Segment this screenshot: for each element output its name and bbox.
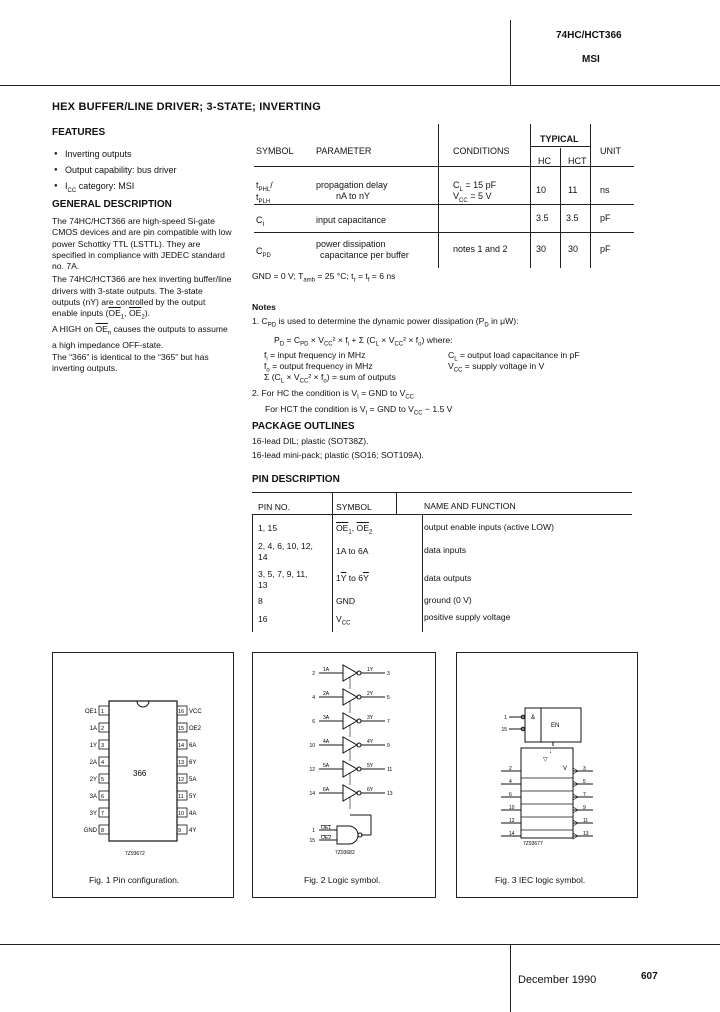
pin-label: 1A [89, 726, 97, 732]
output-pin-number: 13 [387, 791, 393, 797]
def-fo: $f_o$ = output frequency in MHz [264, 361, 373, 375]
r1-cond-a: $C_L = 15$ pF [453, 180, 497, 193]
pin-label: OE1 [84, 709, 97, 715]
r2-unit: pF [600, 213, 611, 223]
enable-pin-number: 15 [501, 727, 507, 733]
r1-hct: 11 [568, 185, 578, 195]
oe-label: OE2 [321, 835, 332, 841]
part-number: 74HC/HCT366 [556, 30, 622, 41]
r1-param-b: nA to nY [336, 191, 371, 201]
r3-param-a: power dissipation [316, 239, 386, 249]
input-label: 1A [323, 667, 330, 673]
figure-2-box [252, 652, 436, 898]
oe-pin-number: 1 [312, 828, 315, 834]
f3-io-group [501, 715, 593, 839]
fig3-code: 7Z93677 [523, 841, 543, 847]
nor-gate-icon [337, 826, 358, 844]
pin-number: 2 [101, 726, 105, 732]
pin-th-no: PIN NO. [258, 502, 290, 512]
data-input-pin: 12 [509, 818, 515, 824]
input-label: 4A [323, 739, 330, 745]
pin-number: 5 [101, 777, 105, 783]
feature-item: ● $I_{CC}$ category: MSI [54, 178, 177, 199]
device-class: MSI [582, 54, 600, 65]
def-vcc: $V_{CC}$ = supply voltage in V [448, 361, 545, 375]
pin-number: 8 [101, 828, 105, 834]
r2-param: input capacitance [316, 215, 387, 225]
pin-number: 4 [101, 760, 105, 766]
r1-cond-b: $V_{CC} = 5$ V [453, 191, 492, 204]
figure-1-caption: Fig. 1 Pin configuration. [89, 875, 180, 885]
general-heading: GENERAL DESCRIPTION [52, 199, 172, 210]
output-pin-number: 5 [387, 695, 390, 701]
pin-label: GND [83, 828, 97, 834]
general-description [52, 216, 232, 374]
header-divider [510, 20, 511, 85]
figure-1-box [52, 652, 234, 898]
pin-configuration-diagram [53, 693, 233, 893]
package-line-1: 16-lead DIL; plastic (SOT38Z). [252, 436, 369, 446]
pin-r4-sym: GND [336, 596, 356, 606]
oe-pin-number: 15 [309, 838, 315, 844]
pin-label: 5Y [189, 794, 197, 800]
page-number: 607 [641, 971, 658, 982]
notes [252, 302, 672, 420]
data-input-pin: 14 [509, 831, 515, 837]
package-outlines [252, 420, 424, 462]
features-heading: FEATURES [52, 127, 106, 138]
r3-unit: pF [600, 244, 611, 254]
features-list [54, 146, 177, 199]
output-pin-number: 9 [387, 743, 390, 749]
footer-divider [510, 944, 511, 1012]
data-output-pin: 7 [583, 792, 586, 798]
r1-hc: 10 [536, 185, 547, 195]
enable-arrow-icon: ↓ [549, 749, 552, 755]
pin-r5-no: 16 [258, 614, 268, 624]
general-p4: The “366” is identical to the “365” but has inverting outputs. [52, 351, 209, 373]
en-label: EN [551, 723, 560, 729]
data-input-pin: 2 [509, 766, 512, 772]
typical-table [254, 124, 634, 268]
footer-rule [0, 944, 720, 945]
pin-r3-name: data outputs [424, 573, 472, 583]
pin-number: 9 [178, 828, 182, 834]
pin-th-name: NAME AND FUNCTION [424, 501, 516, 511]
def-fi: $f_i$ = input frequency in MHz [264, 350, 366, 364]
oe-label: OE1 [321, 825, 332, 831]
data-output-pin: 9 [583, 805, 586, 811]
r1-symbol-a: $t_{PHL}/$ [256, 180, 273, 193]
fig2-code: 7Z93682 [335, 850, 355, 856]
header-rule [0, 85, 720, 86]
data-output-pin: 11 [583, 818, 589, 824]
input-pin-number: 12 [309, 767, 315, 773]
data-input-pin: 6 [509, 792, 512, 798]
r3-hct: 30 [568, 244, 579, 254]
th-parameter: PARAMETER [316, 146, 372, 156]
pin-r5-sym: $V_{CC}$ [336, 614, 351, 627]
output-pin-number: 11 [387, 767, 393, 773]
input-pin-number: 10 [309, 743, 315, 749]
data-input-pin: 10 [509, 805, 515, 811]
note-2b: For HCT the condition is $V_I$ = GND to $V_{CC} - 1.5$ V [265, 403, 453, 417]
pin-r3-no-b: 13 [258, 580, 268, 590]
and-label: & [531, 715, 536, 721]
r3-hc: 30 [536, 244, 547, 254]
note-2a: 2. For HC the condition is $V_I$ = GND to $V_{CC}$ [252, 388, 415, 401]
pin-label: 4Y [189, 828, 197, 834]
output-label: 2Y [367, 691, 374, 697]
pin-number: 10 [178, 811, 185, 817]
chip-label: 366 [133, 769, 147, 778]
pin-label: 6Y [189, 760, 197, 766]
fig1-code: 7Z93672 [125, 851, 145, 857]
output-pin-number: 7 [387, 719, 390, 725]
pin-number: 16 [178, 709, 185, 715]
pin-r2-no-a: 2, 4, 6, 10, 12, [258, 541, 313, 551]
pin-label: VCC [189, 709, 202, 715]
r2-symbol: $C_I$ [256, 215, 265, 228]
notes-heading: Notes [252, 302, 276, 312]
output-label: 6Y [367, 787, 374, 793]
pin-label: 5A [189, 777, 197, 783]
input-label: 3A [323, 715, 330, 721]
f2-buffer-group [309, 665, 392, 844]
note-1-equation: $P_D = C_{PD} \times V_{CC}^2 \times f_i + \Sigma$ $(C_L \times V_{CC}^2 \times f_o)$ where: [274, 334, 453, 348]
iec-v-label: V [563, 766, 568, 772]
output-pin-number: 3 [387, 671, 390, 677]
pin-r2-name: data inputs [424, 545, 467, 555]
pin-th-symbol: SYMBOL [336, 502, 372, 512]
buffer-triangle-icon: ▽ [543, 757, 548, 763]
th-typical: TYPICAL [540, 134, 579, 144]
pin-number: 3 [101, 743, 105, 749]
pin-label: OE2 [189, 726, 202, 732]
def-cl: $C_L$ = output load capacitance in pF [448, 350, 580, 364]
general-p3: A HIGH on $\overline{OE}_n$ causes the outputs to assume a high impedance OFF-state. [52, 324, 228, 351]
input-label: 6A [323, 787, 330, 793]
note-1-def-row2 [264, 361, 672, 375]
pin-r5-name: positive supply voltage [424, 612, 511, 622]
note-1-def-row1 [264, 350, 672, 364]
output-label: 5Y [367, 763, 374, 769]
pin-label: 2A [89, 760, 97, 766]
pin-r1-no: 1, 15 [258, 523, 278, 533]
r2-hct: 3.5 [566, 213, 579, 223]
data-input-pin: 4 [509, 779, 512, 785]
pin-number: 14 [178, 743, 185, 749]
enable-pin-number: 1 [504, 715, 507, 721]
package-line-2: 16-lead mini-pack; plastic (SO16; SOT109A). [252, 450, 424, 460]
pin-r2-sym: 1A to 6A [336, 546, 369, 556]
r2-hc: 3.5 [536, 213, 549, 223]
pin-r4-name: ground (0 V) [424, 595, 472, 605]
r1-symbol-b: $t_{PLH}$ [256, 192, 271, 205]
pin-label: 1Y [89, 743, 97, 749]
input-pin-number: 14 [309, 791, 315, 797]
output-label: 1Y [367, 667, 374, 673]
figure-3-box [456, 652, 638, 898]
pin-r2-no-b: 14 [258, 552, 268, 562]
pin-number: 7 [101, 811, 105, 817]
def-sum: Σ $(C_L \times V_{CC}^2 \times f_o)$ = sum of outputs [264, 372, 396, 386]
figure-2-caption: Fig. 2 Logic symbol. [304, 875, 381, 885]
pin-r4-no: 8 [258, 596, 263, 606]
th-unit: UNIT [600, 146, 621, 156]
pin-r3-no-a: 3, 5, 7, 9, 11, [258, 569, 308, 579]
pin-r1-sym: $\overline{OE}_1$, $\overline{OE}_2$ [336, 523, 373, 536]
output-label: 4Y [367, 739, 374, 745]
pin-number: 13 [178, 760, 185, 766]
note-1: 1. $C_{PD}$ is used to determine the dynamic power dissipation ($P_D$ in μW): [252, 316, 519, 329]
pin-r1-name: output enable inputs (active LOW) [424, 522, 554, 532]
data-output-pin: 3 [583, 766, 586, 772]
output-label: 3Y [367, 715, 374, 721]
th-hct: HCT [568, 156, 587, 166]
th-hc: HC [538, 156, 551, 166]
pin-heading: PIN DESCRIPTION [252, 474, 340, 485]
input-pin-number: 6 [312, 719, 315, 725]
th-conditions: CONDITIONS [453, 146, 510, 156]
input-label: 5A [323, 763, 330, 769]
data-output-pin: 5 [583, 779, 586, 785]
pin-number: 12 [178, 777, 185, 783]
pin-r3-sym: $1\overline{Y}$ to $6\overline{Y}$ [336, 573, 369, 583]
figure-3-caption: Fig. 3 IEC logic symbol. [495, 875, 586, 885]
r3-param-b: capacitance per buffer [320, 250, 409, 260]
pin-number: 15 [178, 726, 185, 732]
input-pin-number: 2 [312, 671, 315, 677]
r3-symbol: $C_{PD}$ [256, 246, 271, 259]
table-footnote: GND = 0 V; $T_{amb} = 25$ °C; $t_r = t_f = 6$ ns [252, 271, 396, 284]
general-p2: The 74HC/HCT366 are hex inverting buffer/line drivers with 3-state outputs. The 3-state outputs (nY) are controlled by the output enable inputs ($\overline{OE}_1$, $\overline{OE}_2$). [52, 274, 232, 322]
input-pin-number: 4 [312, 695, 315, 701]
r1-unit: ns [600, 185, 610, 195]
package-heading: PACKAGE OUTLINES [252, 421, 355, 432]
th-symbol: SYMBOL [256, 146, 294, 156]
pin-label: 4A [189, 811, 197, 817]
feature-item: ● Output capability: bus driver [54, 162, 177, 178]
pin-label: 3Y [89, 811, 97, 817]
pin-label: 2Y [89, 777, 97, 783]
pin-label: 3A [89, 794, 97, 800]
logic-symbol-diagram [253, 661, 435, 871]
r3-cond: notes 1 and 2 [453, 244, 508, 254]
r1-param-a: propagation delay [316, 180, 388, 190]
feature-item: ● Inverting outputs [54, 146, 177, 162]
pin-number: 11 [178, 794, 184, 800]
footer-date: December 1990 [518, 974, 597, 986]
pin-number: 1 [101, 709, 105, 715]
page-title: HEX BUFFER/LINE DRIVER; 3-STATE; INVERTING [52, 101, 321, 113]
pin-label: 6A [189, 743, 197, 749]
input-label: 2A [323, 691, 330, 697]
general-p1: The 74HC/HCT366 are high-speed Si-gate CMOS devices and are pin compatible with low power Schottky TTL (LSTTL). They are specified in compliance with JEDEC standard no. 7A. [52, 216, 232, 272]
data-output-pin: 13 [583, 831, 589, 837]
pin-number: 6 [101, 794, 105, 800]
